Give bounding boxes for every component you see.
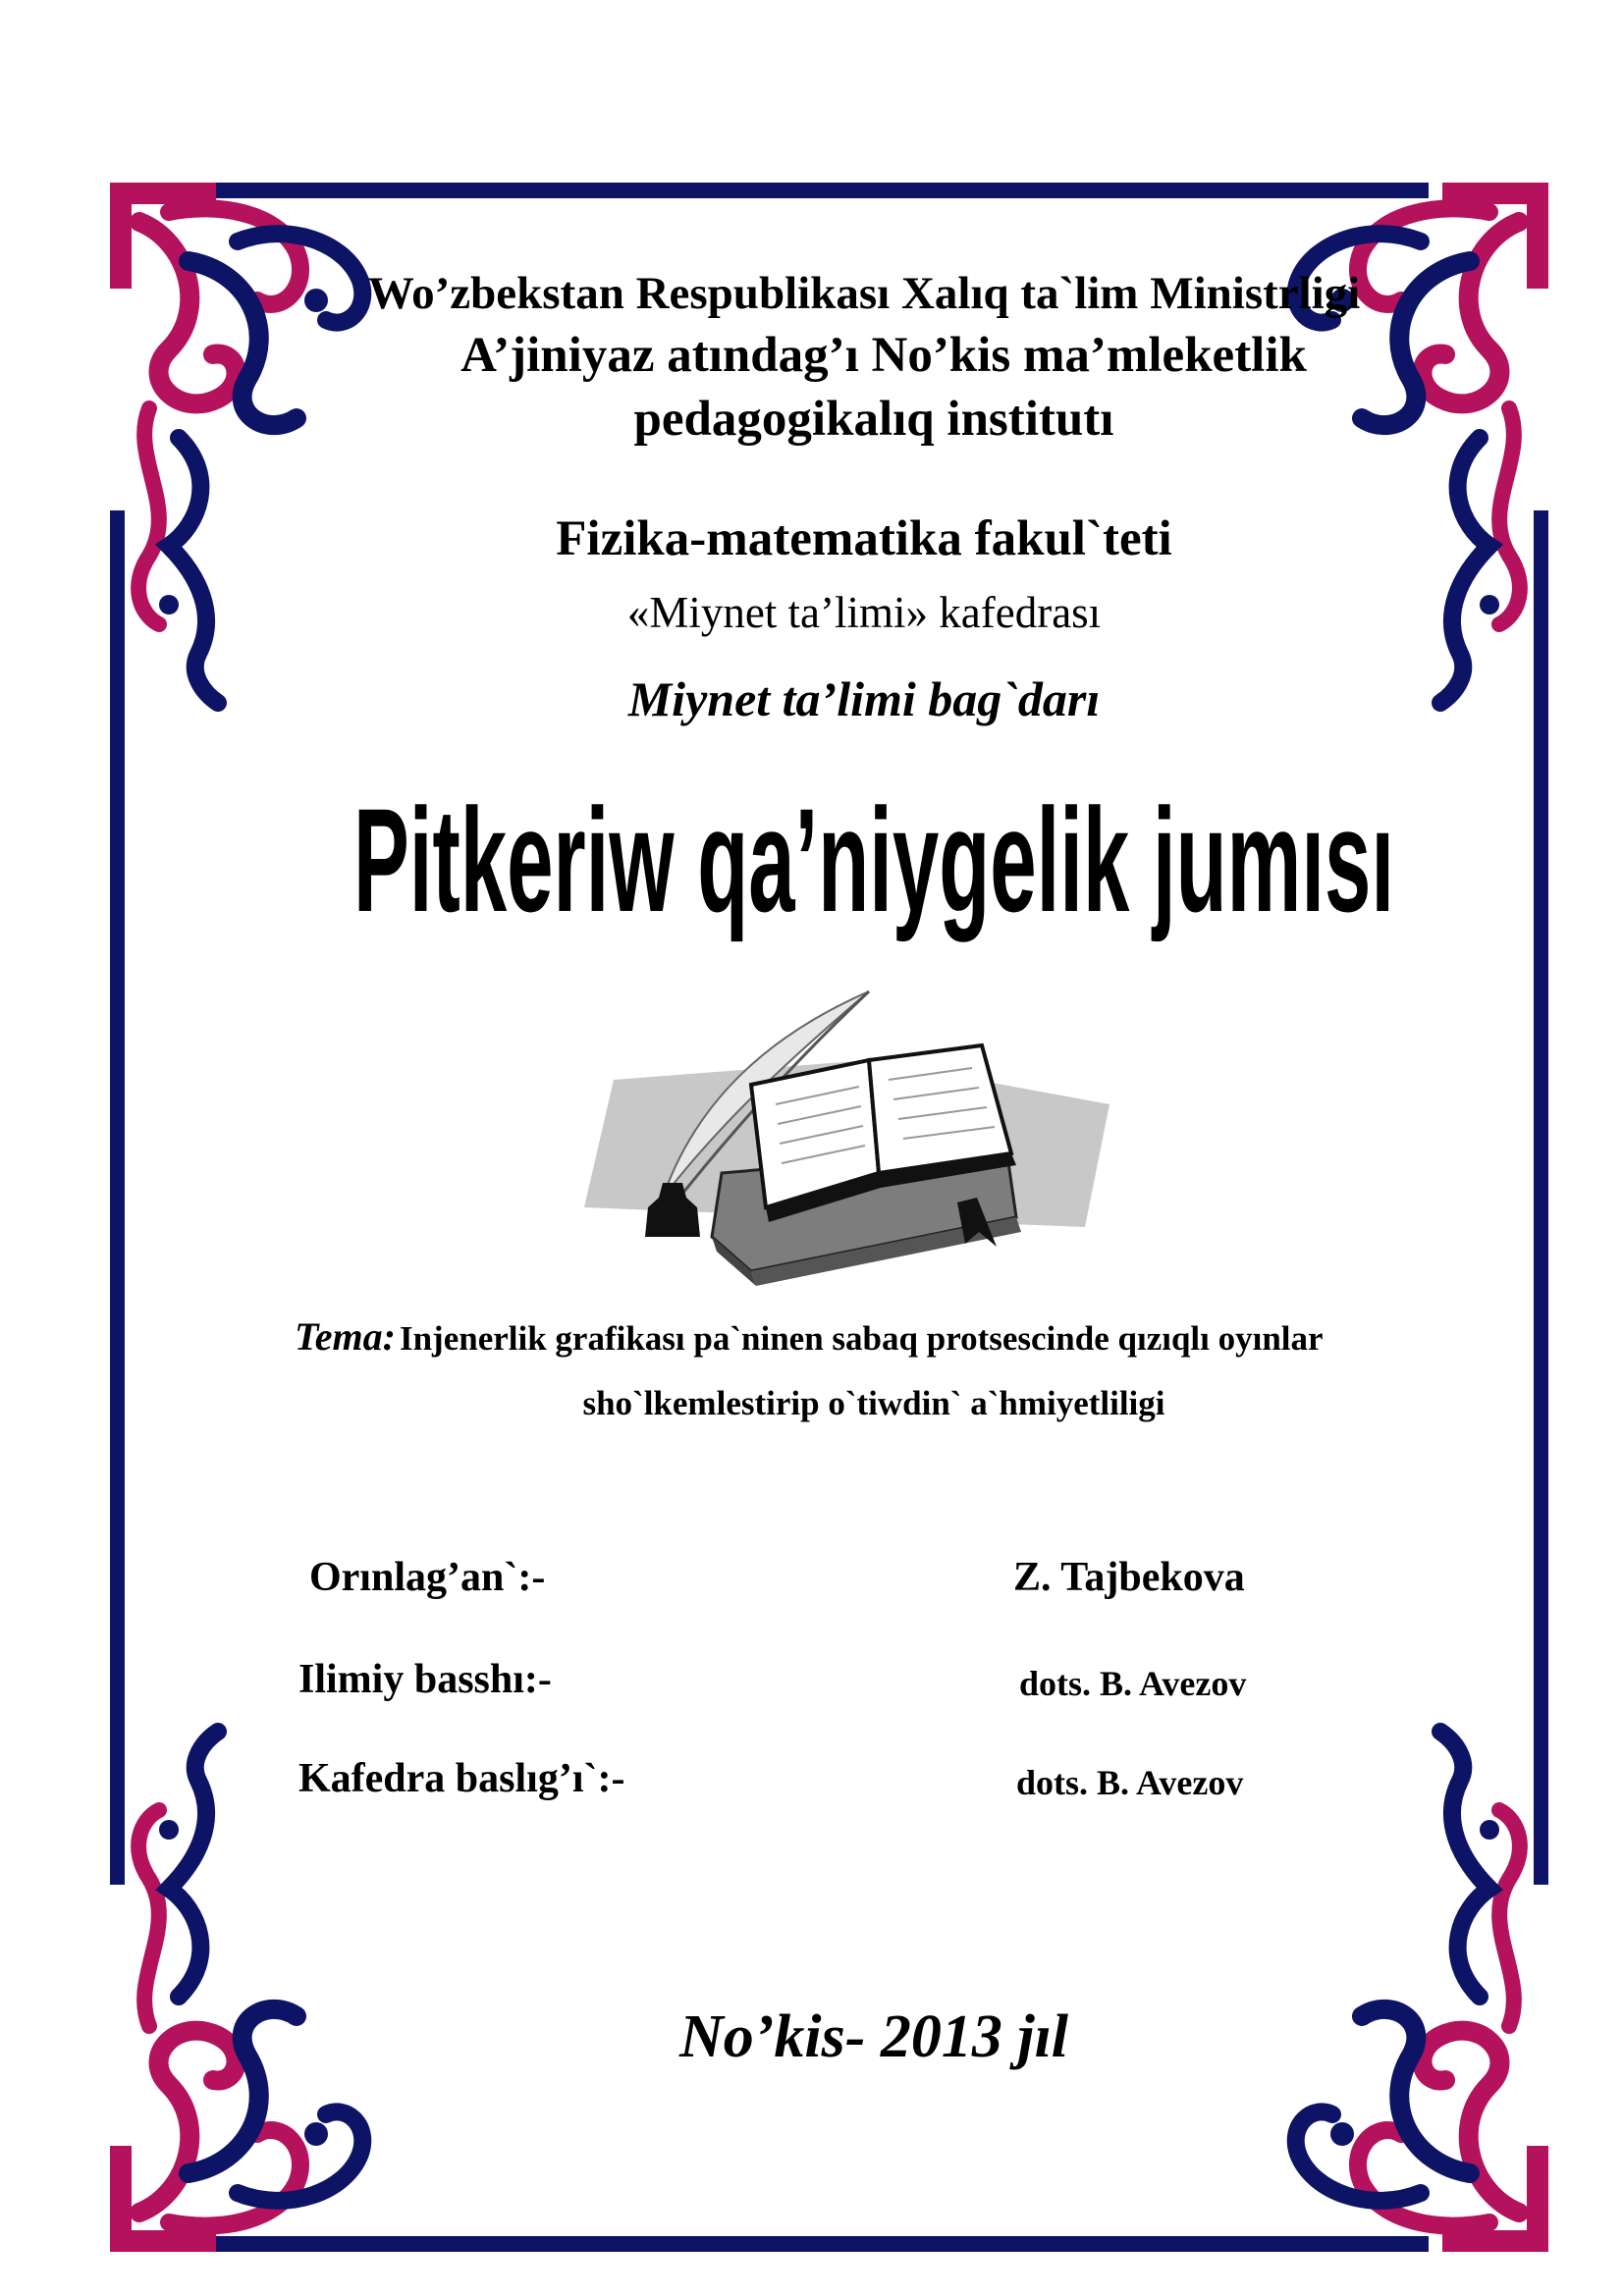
- institute-name-line-2: pedagogikalıq institutı: [633, 392, 1114, 447]
- institute-name-line-1: A’jiniyaz atındag’ı No’kis ma’mleketlik: [460, 328, 1307, 383]
- ministry-name: Wo’zbekstan Respublikası Xalıq ta`lim Ministrligi: [367, 268, 1361, 319]
- department-name: «Miynet ta’limi» kafedrası: [626, 588, 1102, 637]
- faculty-name: Fizika-matematika fakul`teti: [556, 511, 1172, 566]
- city-year: No’kis- 2013 jıl: [678, 2003, 1069, 2070]
- topic-line-1: [295, 1313, 1463, 1360]
- performer-label: Orınlag’an`:-: [309, 1555, 546, 1600]
- ornament-corner-icon: [110, 1732, 362, 2252]
- study-direction: Miynet ta’limi bag`darı: [627, 671, 1101, 726]
- book-quill-inkwell-icon: [574, 987, 1109, 1310]
- topic-label: Tema:: [295, 1314, 396, 1359]
- advisor-label: Ilimiy basshı:-: [298, 1657, 552, 1702]
- advisor-value: dots. B. Avezov: [1019, 1664, 1247, 1703]
- performer-value: Z. Tajbekova: [1013, 1555, 1245, 1600]
- document-title: [295, 756, 1453, 952]
- ornament-corner-icon: [1296, 1732, 1548, 2252]
- topic-text-2: sho`lkemlestirip o`tiwdin` a`hmiyetliligi: [582, 1384, 1165, 1422]
- topic-text-1: Injenerlik grafikası pa`ninen sabaq protsescinde qızıqlı oyınlar: [399, 1319, 1324, 1358]
- department-head-label: Kafedra baslıg’ı`:-: [298, 1756, 625, 1801]
- department-head-value: dots. B. Avezov: [1016, 1763, 1244, 1802]
- document-title-text: Pitkeriw qa’niygelik jumısı: [353, 777, 1394, 942]
